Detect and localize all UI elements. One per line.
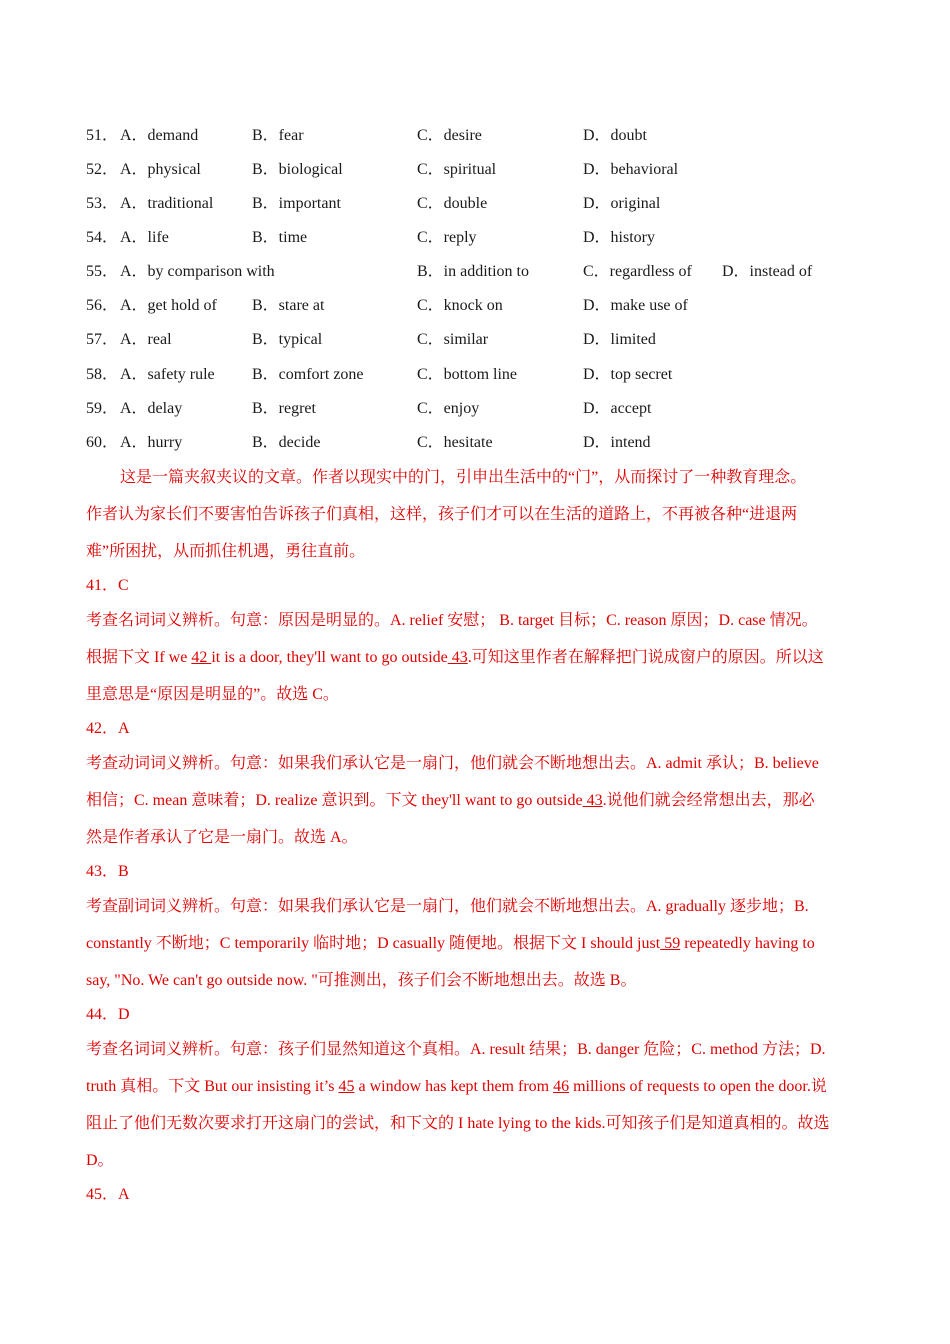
option-a: A．safety rule xyxy=(120,366,215,383)
explanation-line xyxy=(86,925,866,962)
option-b: B．comfort zone xyxy=(252,366,364,383)
option-c: C．double xyxy=(417,195,488,212)
option-c: C．reply xyxy=(417,229,477,246)
option-c: C．bottom line xyxy=(417,366,518,383)
option-c: C．desire xyxy=(417,127,482,144)
question-number: 58． xyxy=(86,366,119,383)
option-b: B．stare at xyxy=(252,297,325,314)
question-number: 51． xyxy=(86,127,119,144)
option-c: C．enjoy xyxy=(417,400,480,417)
option-d: D．accept xyxy=(583,400,652,417)
option-c: C．knock on xyxy=(417,297,503,314)
option-a: A．get hold of xyxy=(120,297,217,314)
blank-number: 59 xyxy=(660,935,681,952)
text-span: 根据下文 If we xyxy=(86,649,192,666)
answer-heading-44: 44．D xyxy=(86,1006,130,1023)
explanation-line xyxy=(86,1068,866,1105)
blank-number: 42 xyxy=(191,649,212,666)
option-c: C．spiritual xyxy=(417,161,497,178)
blank-number: 46 xyxy=(553,1078,570,1095)
text-span: .可知这里作者在解释把门说成窗户的原因。所以这 xyxy=(467,649,824,666)
option-d: D．limited xyxy=(583,331,656,348)
option-d: D．instead of xyxy=(722,263,813,280)
text-span: repeatedly having to xyxy=(680,935,815,952)
option-a: A．by comparison with xyxy=(120,263,275,280)
question-number: 52． xyxy=(86,161,119,178)
option-c: C．hesitate xyxy=(417,434,493,451)
option-b: B．regret xyxy=(252,400,316,417)
question-number: 53． xyxy=(86,195,119,212)
explanation-line: 考查副词词义辨析。句意：如果我们承认它是一扇门，他们就会不断地想出去。A. gradually 逐步地；B. xyxy=(86,898,809,915)
explanation-line: D。 xyxy=(86,1152,114,1169)
option-d: D．original xyxy=(583,195,661,212)
blank-number: 43 xyxy=(447,649,468,666)
option-b: B．important xyxy=(252,195,341,212)
option-a: A．real xyxy=(120,331,172,348)
question-number: 55． xyxy=(86,263,119,280)
text-span: millions of requests to open the door.说 xyxy=(569,1078,827,1095)
option-a: A．physical xyxy=(120,161,201,178)
explanation-line: 然是作者承认了它是一扇门。故选 A。 xyxy=(86,829,358,846)
explanation-line: 里意思是“原因是明显的”。故选 C。 xyxy=(86,686,339,703)
text-span: a window has kept them from xyxy=(354,1078,554,1095)
option-b: B．typical xyxy=(252,331,323,348)
question-number: 57． xyxy=(86,331,119,348)
option-c: C．similar xyxy=(417,331,489,348)
explanation-44 xyxy=(86,1031,866,1179)
option-b: B．fear xyxy=(252,127,304,144)
question-number: 56． xyxy=(86,297,119,314)
text-span: 相信；C. mean 意味着；D. realize 意识到。下文 they'll want to go outside xyxy=(86,792,583,809)
explanation-line: 考查名词词义辨析。句意：原因是明显的。A. relief 安慰； B. target 目标；C. reason 原因；D. case 情况。 xyxy=(86,612,818,629)
answer-heading-43: 43．B xyxy=(86,863,129,880)
summary-line: 难”所困扰，从而抓住机遇，勇往直前。 xyxy=(86,543,366,560)
option-d: D．history xyxy=(583,229,656,246)
text-span: truth 真相。下文 But our insisting it’s xyxy=(86,1078,339,1095)
option-a: A．delay xyxy=(120,400,183,417)
question-number: 59． xyxy=(86,400,119,417)
explanation-line: say, "No. We can't go outside now. "可推测出，孩子们会不断地想出去。故选 B。 xyxy=(86,972,637,989)
explanation-41 xyxy=(86,602,866,713)
explanation-42 xyxy=(86,745,866,856)
option-d: D．behavioral xyxy=(583,161,679,178)
answer-heading-45: 45．A xyxy=(86,1186,130,1203)
explanation-line: 考查动词词义辨析。句意：如果我们承认它是一扇门，他们就会不断地想出去。A. admit 承认；B. believe xyxy=(86,755,819,772)
option-d: D．make use of xyxy=(583,297,688,314)
summary-line: 作者认为家长们不要害怕告诉孩子们真相，这样，孩子们才可以在生活的道路上，不再被各种“进退两 xyxy=(86,506,798,523)
option-d: D．doubt xyxy=(583,127,648,144)
blank-number: 43 xyxy=(582,792,603,809)
option-c: C．regardless of xyxy=(583,263,692,280)
explanation-line xyxy=(86,782,866,819)
question-number: 60． xyxy=(86,434,119,451)
text-span: .说他们就会经常想出去，那必 xyxy=(602,792,815,809)
explanation-line: 考查名词词义辨析。句意：孩子们显然知道这个真相。A. result 结果；B. danger 危险；C. method 方法；D. xyxy=(86,1041,826,1058)
option-b: B．time xyxy=(252,229,308,246)
option-d: D．intend xyxy=(583,434,651,451)
answer-heading-42: 42．A xyxy=(86,720,130,737)
blank-number: 45 xyxy=(338,1078,355,1095)
explanation-43 xyxy=(86,888,866,999)
text-span: constantly 不断地；C temporarily 临时地；D casually 随便地。根据下文 I should just xyxy=(86,935,661,952)
answer-heading-41: 41．C xyxy=(86,577,129,594)
option-d: D．top secret xyxy=(583,366,673,383)
summary-paragraph xyxy=(86,459,866,570)
option-b: B．biological xyxy=(252,161,343,178)
option-a: A．traditional xyxy=(120,195,214,212)
option-b: B．in addition to xyxy=(417,263,530,280)
text-span: it is a door, they'll want to go outside xyxy=(211,649,448,666)
option-a: A．life xyxy=(120,229,169,246)
option-b: B．decide xyxy=(252,434,321,451)
option-a: A．hurry xyxy=(120,434,183,451)
question-number: 54． xyxy=(86,229,119,246)
option-a: A．demand xyxy=(120,127,199,144)
summary-line: 这是一篇夹叙夹议的文章。作者以现实中的门，引申出生活中的“门”，从而探讨了一种教育理念。 xyxy=(120,469,807,486)
explanation-line: 阻止了他们无数次要求打开这扇门的尝试，和下文的 I hate lying to the kids.可知孩子们是知道真相的。故选 xyxy=(86,1115,830,1132)
explanation-line xyxy=(86,639,866,676)
